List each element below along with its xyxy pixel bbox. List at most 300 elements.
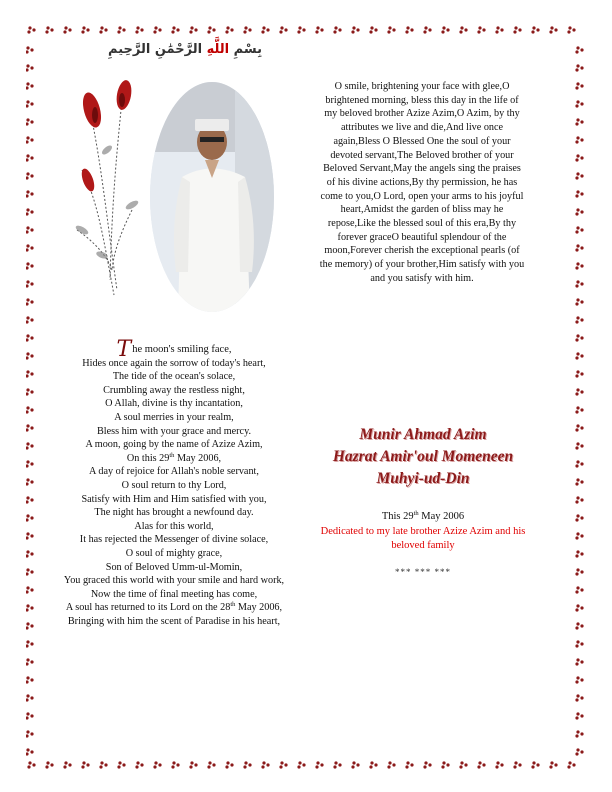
border-dot <box>580 750 583 753</box>
border-dot <box>568 761 571 764</box>
border-dot <box>464 763 467 766</box>
border-dot <box>26 406 29 409</box>
border-dot <box>374 28 377 31</box>
border-dot <box>576 370 579 373</box>
border-dot <box>26 140 29 143</box>
border-dot <box>424 761 427 764</box>
border-dot <box>26 334 29 337</box>
border-dot <box>172 761 175 764</box>
border-dot <box>30 624 33 627</box>
border-dot <box>536 763 539 766</box>
border-dot <box>26 568 29 571</box>
border-dot <box>576 388 579 391</box>
border-dot <box>104 28 107 31</box>
border-dot <box>575 230 578 233</box>
border-dot <box>26 586 29 589</box>
border-dot <box>428 763 431 766</box>
border-dot <box>26 154 29 157</box>
border-dot <box>575 338 578 341</box>
border-dot <box>27 765 30 768</box>
border-dot <box>575 590 578 593</box>
border-dot <box>63 765 66 768</box>
border-dot <box>30 336 33 339</box>
border-dot <box>230 763 233 766</box>
border-dot <box>26 46 29 49</box>
border-dot <box>26 100 29 103</box>
border-dot <box>316 26 319 29</box>
border-dot <box>158 28 161 31</box>
border-dot <box>26 518 29 521</box>
border-dot <box>26 266 29 269</box>
border-dot <box>575 428 578 431</box>
border-dot <box>26 658 29 661</box>
border-dot <box>26 460 29 463</box>
border-dot <box>68 28 71 31</box>
border-dot <box>575 554 578 557</box>
poem-left-line: Hides once again the sorrow of today's heart, <box>82 357 266 369</box>
border-dot <box>580 678 583 681</box>
border-dot <box>26 320 29 323</box>
border-dot <box>26 734 29 737</box>
border-dot <box>244 26 247 29</box>
border-dot <box>118 761 121 764</box>
border-dot <box>575 698 578 701</box>
border-dot <box>575 392 578 395</box>
border-dot <box>575 374 578 377</box>
poem-left-line: O Allah, divine is thy incantation, <box>105 398 243 410</box>
border-dot <box>580 336 583 339</box>
border-dot <box>338 28 341 31</box>
border-dot <box>26 496 29 499</box>
poem-right-line: Him satisfy with you and you satisfy with him. <box>370 259 525 284</box>
poem-left-stanza-1 <box>56 357 292 452</box>
border-dot <box>405 765 408 768</box>
border-dot <box>30 156 33 159</box>
border-dot <box>423 30 426 33</box>
poem-return-line-part: A soul has returned to its Lord on the 28 <box>65 602 231 614</box>
border-dot <box>26 244 29 247</box>
border-dot <box>575 302 578 305</box>
border-dot <box>30 660 33 663</box>
border-dot <box>459 765 462 768</box>
poem-left-line: O soul of mighty grace, <box>125 547 223 559</box>
border-dot <box>576 154 579 157</box>
poem-right-line: Bless O Blessed One the soul of your devoted servant, <box>330 135 511 161</box>
border-dot <box>30 318 33 321</box>
border-dot <box>225 765 228 768</box>
border-dot <box>575 158 578 161</box>
border-dot <box>514 26 517 29</box>
border-dot <box>576 100 579 103</box>
border-dot <box>580 588 583 591</box>
border-dot <box>575 122 578 125</box>
border-dot <box>64 26 67 29</box>
poem-right-line: O Lord, open your arms to his joyful heart, <box>340 190 524 216</box>
border-dot <box>226 761 229 764</box>
border-dot <box>172 26 175 29</box>
border-dot <box>532 761 535 764</box>
border-dot <box>575 572 578 575</box>
border-dot <box>26 64 29 67</box>
border-dot <box>580 408 583 411</box>
border-dot <box>580 192 583 195</box>
border-dot <box>26 104 29 107</box>
poem-first-line <box>56 337 292 362</box>
border-dot <box>576 226 579 229</box>
border-dot <box>122 28 125 31</box>
border-dot <box>446 28 449 31</box>
poem-left-line: The night has brought a newfound day. <box>94 507 254 519</box>
border-dot <box>30 246 33 249</box>
border-dot <box>30 192 33 195</box>
border-dot <box>122 763 125 766</box>
border-dot <box>351 30 354 33</box>
closing-date-part2: May 2006 <box>418 511 465 522</box>
border-dot <box>576 406 579 409</box>
border-dot <box>575 608 578 611</box>
border-dot <box>575 680 578 683</box>
border-dot <box>531 765 534 768</box>
border-dot <box>460 26 463 29</box>
border-dot <box>580 534 583 537</box>
border-dot <box>580 426 583 429</box>
border-dot <box>460 761 463 764</box>
poem-left-line: Alas for this world, <box>134 520 214 532</box>
border-dot <box>576 280 579 283</box>
closing-date-part: This 29 <box>381 511 414 522</box>
border-dot <box>208 761 211 764</box>
border-dot <box>575 140 578 143</box>
poem-left-line: Crumbling away the restless night, <box>103 384 245 396</box>
poem-date-line-part: On this 29 <box>126 452 170 464</box>
poem-right-line: O brightened morning, bless this day in the life of my beloved brother Azize Azim, <box>324 81 519 120</box>
border-dot <box>30 102 33 105</box>
border-dot <box>513 765 516 768</box>
border-dot <box>26 694 29 697</box>
poem-right-line: O Azim, by thy attributes we live and die, <box>340 108 520 134</box>
border-dot <box>117 30 120 33</box>
border-dot <box>576 640 579 643</box>
border-dot <box>26 226 29 229</box>
border-dot <box>27 30 30 33</box>
border-dot <box>189 765 192 768</box>
border-dot <box>26 748 29 751</box>
border-dot <box>575 320 578 323</box>
signature-title: Hazrat Amir'oul Momeneen <box>332 448 514 465</box>
border-dot <box>575 284 578 287</box>
border-dot <box>30 732 33 735</box>
border-dot <box>388 26 391 29</box>
border-dot <box>356 28 359 31</box>
border-dot <box>26 50 29 53</box>
poem-left-line: A moon, going by the name of Azize Azim, <box>85 439 263 451</box>
border-dot <box>500 28 503 31</box>
border-dot <box>262 761 265 764</box>
border-dot <box>575 734 578 737</box>
poem-left-line: A soul merries in your realm, <box>114 411 234 423</box>
border-dot <box>46 761 49 764</box>
border-dot <box>100 26 103 29</box>
poem-left-column <box>56 337 292 628</box>
border-dot <box>171 30 174 33</box>
border-dot <box>30 588 33 591</box>
border-dot <box>30 264 33 267</box>
border-dot <box>176 763 179 766</box>
border-dot <box>284 763 287 766</box>
border-dot <box>64 761 67 764</box>
border-dot <box>153 30 156 33</box>
border-dot <box>30 606 33 609</box>
border-dot <box>580 318 583 321</box>
border-dot <box>334 26 337 29</box>
border-dot <box>576 334 579 337</box>
border-dot <box>100 761 103 764</box>
poem-right-stanza <box>318 80 526 286</box>
border-dot <box>495 765 498 768</box>
border-dot <box>369 765 372 768</box>
border-dot <box>576 586 579 589</box>
border-dot <box>262 26 265 29</box>
border-dot <box>243 765 246 768</box>
poem-left-line: Satisfy with Him and Him satisfied with you, <box>81 493 267 505</box>
border-dot <box>297 765 300 768</box>
border-dot <box>135 30 138 33</box>
border-dot <box>369 30 372 33</box>
border-dot <box>575 410 578 413</box>
border-dot <box>26 626 29 629</box>
border-dot <box>136 761 139 764</box>
border-dot <box>68 763 71 766</box>
border-dot <box>580 444 583 447</box>
border-dot <box>580 570 583 573</box>
border-dot <box>441 30 444 33</box>
border-dot <box>30 300 33 303</box>
border-dot <box>576 568 579 571</box>
border-dot <box>575 50 578 53</box>
border-dot <box>176 28 179 31</box>
border-dot <box>26 554 29 557</box>
border-dot <box>575 356 578 359</box>
border-dot <box>575 644 578 647</box>
border-dot <box>26 716 29 719</box>
border-dot <box>575 212 578 215</box>
border-dot <box>230 28 233 31</box>
border-dot <box>26 352 29 355</box>
border-dot <box>30 480 33 483</box>
signature-block <box>312 424 534 490</box>
border-dot <box>26 122 29 125</box>
poem-left-line: Now the time of final meeting has come, <box>90 588 258 600</box>
border-dot <box>194 28 197 31</box>
border-dot <box>30 750 33 753</box>
border-dot <box>576 676 579 679</box>
border-dot <box>575 104 578 107</box>
border-dot <box>575 536 578 539</box>
border-dot <box>576 172 579 175</box>
border-dot <box>531 30 534 33</box>
border-dot <box>280 761 283 764</box>
border-dot <box>580 516 583 519</box>
border-dot <box>26 298 29 301</box>
border-dot <box>576 478 579 481</box>
border-dot <box>575 626 578 629</box>
border-dot <box>82 26 85 29</box>
border-dot <box>26 680 29 683</box>
border-dot <box>576 136 579 139</box>
border-dot <box>495 30 498 33</box>
border-dot <box>302 763 305 766</box>
border-dot <box>575 68 578 71</box>
border-dot <box>86 28 89 31</box>
border-dot <box>580 264 583 267</box>
border-dot <box>580 660 583 663</box>
border-dot <box>580 390 583 393</box>
border-dot <box>28 26 31 29</box>
border-dot <box>26 374 29 377</box>
border-dot <box>316 761 319 764</box>
border-dot <box>351 765 354 768</box>
poem-return-line-sup: th <box>230 601 236 609</box>
border-dot <box>388 761 391 764</box>
closing-date <box>312 510 534 524</box>
border-dot <box>26 302 29 305</box>
border-dot <box>26 572 29 575</box>
bismillah-word-3: الرَّحْمَٰنِ الرَّحِيمِ <box>108 42 203 57</box>
border-dot <box>575 716 578 719</box>
border-dot <box>26 730 29 733</box>
border-dot <box>118 26 121 29</box>
border-dot <box>575 464 578 467</box>
border-dot <box>26 316 29 319</box>
border-dot <box>26 262 29 265</box>
border-dot <box>26 190 29 193</box>
border-dot <box>82 761 85 764</box>
border-dot <box>575 86 578 89</box>
border-dot <box>576 208 579 211</box>
border-dot <box>478 26 481 29</box>
border-dot <box>26 118 29 121</box>
border-dot <box>26 194 29 197</box>
border-dot <box>30 642 33 645</box>
border-dot <box>46 26 49 29</box>
border-dot <box>30 570 33 573</box>
border-dot <box>477 30 480 33</box>
border-dot <box>30 696 33 699</box>
border-dot <box>370 26 373 29</box>
border-dot <box>567 765 570 768</box>
border-dot <box>194 763 197 766</box>
border-dot <box>549 765 552 768</box>
border-dot <box>576 694 579 697</box>
border-dot <box>26 370 29 373</box>
border-dot <box>392 763 395 766</box>
border-dot <box>244 761 247 764</box>
border-dot <box>576 64 579 67</box>
border-dot <box>580 696 583 699</box>
border-dot <box>536 28 539 31</box>
border-dot <box>464 28 467 31</box>
border-dot <box>30 66 33 69</box>
border-dot <box>30 174 33 177</box>
border-dot <box>50 763 53 766</box>
border-dot <box>171 765 174 768</box>
border-dot <box>580 174 583 177</box>
border-dot <box>387 30 390 33</box>
border-dot <box>30 228 33 231</box>
border-dot <box>140 763 143 766</box>
border-dot <box>154 761 157 764</box>
poem-left-stanza-2 <box>56 465 292 601</box>
border-dot <box>26 478 29 481</box>
border-dot <box>297 30 300 33</box>
border-dot <box>576 496 579 499</box>
border-dot <box>26 212 29 215</box>
border-dot <box>279 30 282 33</box>
border-dot <box>190 26 193 29</box>
poem-return-line-part2: May 2006, <box>235 602 283 614</box>
border-dot <box>243 30 246 33</box>
border-dot <box>576 190 579 193</box>
border-dot <box>576 262 579 265</box>
border-dot <box>26 410 29 413</box>
poem-left-line: Bringing with him the scent of Paradise in his heart, <box>67 615 281 627</box>
poem-right-line: Amidst the garden of bliss may he repose, <box>327 204 504 230</box>
poem-left-line: The tide of the ocean's solace, <box>112 371 236 383</box>
border-dot <box>576 118 579 121</box>
border-dot <box>576 298 579 301</box>
border-dot <box>580 480 583 483</box>
portrait-photo <box>150 82 274 312</box>
border-dot <box>136 26 139 29</box>
border-dot <box>26 82 29 85</box>
border-dot <box>554 763 557 766</box>
border-dot <box>576 604 579 607</box>
border-dot <box>575 662 578 665</box>
border-dot <box>190 761 193 764</box>
poem-right-line: O smile, brightening your face with glee, <box>334 81 503 92</box>
border-dot <box>333 30 336 33</box>
border-dot <box>374 763 377 766</box>
border-dot <box>580 552 583 555</box>
border-dot <box>26 392 29 395</box>
border-dot <box>30 462 33 465</box>
poem-right-line: Forever cherish the exceptional pearls (of the memory) of your brother, <box>319 245 520 271</box>
border-dot <box>549 30 552 33</box>
border-dot <box>280 26 283 29</box>
border-dot <box>428 28 431 31</box>
poem-right-line: The Beloved brother of your Beloved Servant, <box>323 149 514 175</box>
border-dot <box>26 608 29 611</box>
border-dot <box>580 354 583 357</box>
poem-left-stanza-3 <box>56 615 292 629</box>
border-dot <box>580 300 583 303</box>
border-dot <box>532 26 535 29</box>
border-dot <box>410 28 413 31</box>
border-dot <box>580 732 583 735</box>
border-dot <box>30 498 33 501</box>
border-dot <box>26 550 29 553</box>
poem-left-line: A day of rejoice for Allah's noble servant, <box>89 466 259 478</box>
border-dot <box>576 622 579 625</box>
border-dot <box>576 424 579 427</box>
drop-cap-letter: T <box>116 337 132 362</box>
poem-right-line: By thy permission, he has come to you, <box>320 176 518 202</box>
poem-right-line: Like the blessed soul of this era, <box>357 218 489 230</box>
poem-first-line-text: he moon's smiling face, <box>132 344 232 355</box>
border-dot <box>580 84 583 87</box>
border-dot <box>26 676 29 679</box>
border-dot <box>26 428 29 431</box>
